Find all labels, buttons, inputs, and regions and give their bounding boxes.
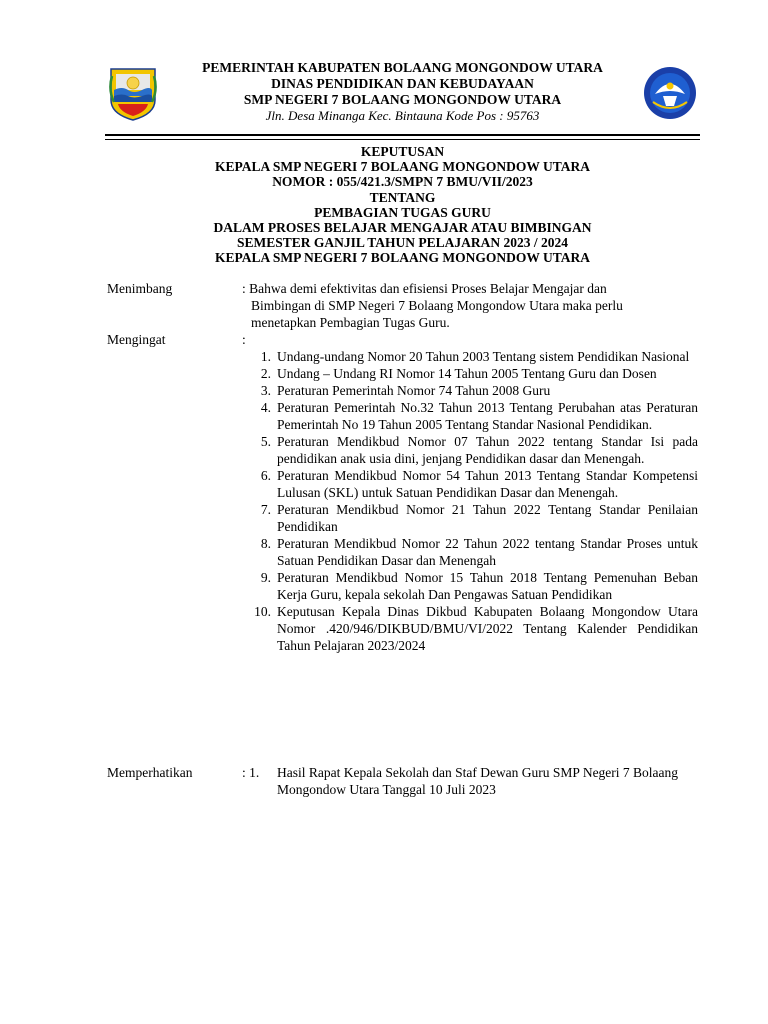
menimbang-line-3: menetapkan Pembagian Tugas Guru. [251, 315, 450, 330]
letterhead-rule-thick [105, 134, 700, 136]
tut-wuri-handayani-icon [643, 66, 697, 120]
letterhead-address: Jln. Desa Minanga Kec. Bintauna Kode Pos : 95763 [265, 108, 540, 123]
memperhatikan-label: Memperhatikan [107, 765, 193, 780]
list-item: 4. Peraturan Pemerintah No.32 Tahun 2013 Tentang Perubahan atas Peraturan Pemerintah No 19 Tahun 2005 Tentang Standar Nasional Pendidikan. [260, 400, 698, 432]
list-item: 2. Undang – Undang RI Nomor 14 Tahun 2005 Tentang Guru dan Dosen [260, 366, 657, 381]
letterhead-line-1: PEMERINTAH KABUPATEN BOLAANG MONGONDOW UTARA [202, 60, 603, 75]
mengingat-label: Mengingat [107, 332, 166, 347]
letterhead [105, 60, 700, 132]
menimbang-line-2: Bimbingan di SMP Negeri 7 Bolaang Mongondow Utara maka perlu [251, 298, 623, 313]
list-item: 3. Peraturan Pemerintah Nomor 74 Tahun 2008 Guru [260, 383, 551, 398]
menimbang-label: Menimbang [107, 281, 173, 296]
letterhead-line-3: SMP NEGERI 7 BOLAANG MONGONDOW UTARA [243, 92, 562, 107]
letterhead-rule-thin [105, 139, 700, 140]
mengingat-colon: : [242, 332, 246, 347]
title-subject: PEMBAGIAN TUGAS GURU [314, 204, 491, 220]
menimbang-line-1: : Bahwa demi efektivitas dan efisiensi Proses Belajar Mengajar dan [242, 281, 607, 296]
memperhatikan-colon-number: : 1. [242, 765, 260, 780]
title-number: NOMOR : 055/421.3/SMPN 7 BMU/VII/2023 [272, 174, 533, 190]
title-subject-2: DALAM PROSES BELAJAR MENGAJAR ATAU BIMBINGAN [213, 220, 592, 236]
list-item: 8. Peraturan Mendikbud Nomor 22 Tahun 2022 tentang Standar Proses untuk Satuan Pendidikan Dasar dan Menengah [260, 536, 698, 568]
list-item: 10. Keputusan Kepala Dinas Dikbud Kabupaten Bolaang Mongondow Utara Nomor .420/946/DIKBUD/BMU/VI/2022 Tentang Kalender Pendidikan Tahun Pelajaran 2023/2024 [254, 604, 698, 653]
title-tentang: TENTANG [369, 189, 436, 205]
memperhatikan-text: Hasil Rapat Kepala Sekolah dan Staf Dewan Guru SMP Negeri 7 Bolaang Mongondow Utara Tanggal 10 Juli 2023 [277, 765, 679, 797]
title-issuer-2: KEPALA SMP NEGERI 7 BOLAANG MONGONDOW UTARA [214, 250, 591, 266]
decree-title [105, 144, 700, 266]
title-semester: SEMESTER GANJIL TAHUN PELAJARAN 2023 / 2024 [236, 235, 569, 251]
menimbang-text [242, 280, 702, 331]
list-item: 7. Peraturan Mendikbud Nomor 21 Tahun 2022 Tentang Standar Penilaian Pendidikan [260, 502, 698, 534]
mengingat-list [250, 348, 698, 654]
list-item: 5. Peraturan Mendikbud Nomor 07 Tahun 2022 tentang Standar Isi pada pendidikan anak usia dini, jenjang Pendidikan dasar dan Menengah. [260, 434, 698, 466]
list-item: 6. Peraturan Mendikbud Nomor 54 Tahun 2013 Tentang Standar Kompetensi Lulusan (SKL) untuk Satuan Pendidikan Dasar dan Menengah. [260, 468, 698, 500]
list-item: 1. Undang-undang Nomor 20 Tahun 2003 Tentang sistem Pendidikan Nasional [260, 349, 690, 364]
letterhead-text [167, 60, 638, 124]
title-issuer: KEPALA SMP NEGERI 7 BOLAANG MONGONDOW UTARA [214, 159, 591, 175]
regency-emblem-icon [108, 66, 158, 122]
title-keputusan: KEPUTUSAN [360, 144, 445, 159]
list-item: 9. Peraturan Mendikbud Nomor 15 Tahun 2018 Tentang Pemenuhan Beban Kerja Guru, kepala sekolah Dan Pengawas Satuan Pendidikan [260, 570, 698, 602]
letterhead-line-2: DINAS PENDIDIKAN DAN KEBUDAYAAN [271, 76, 534, 91]
